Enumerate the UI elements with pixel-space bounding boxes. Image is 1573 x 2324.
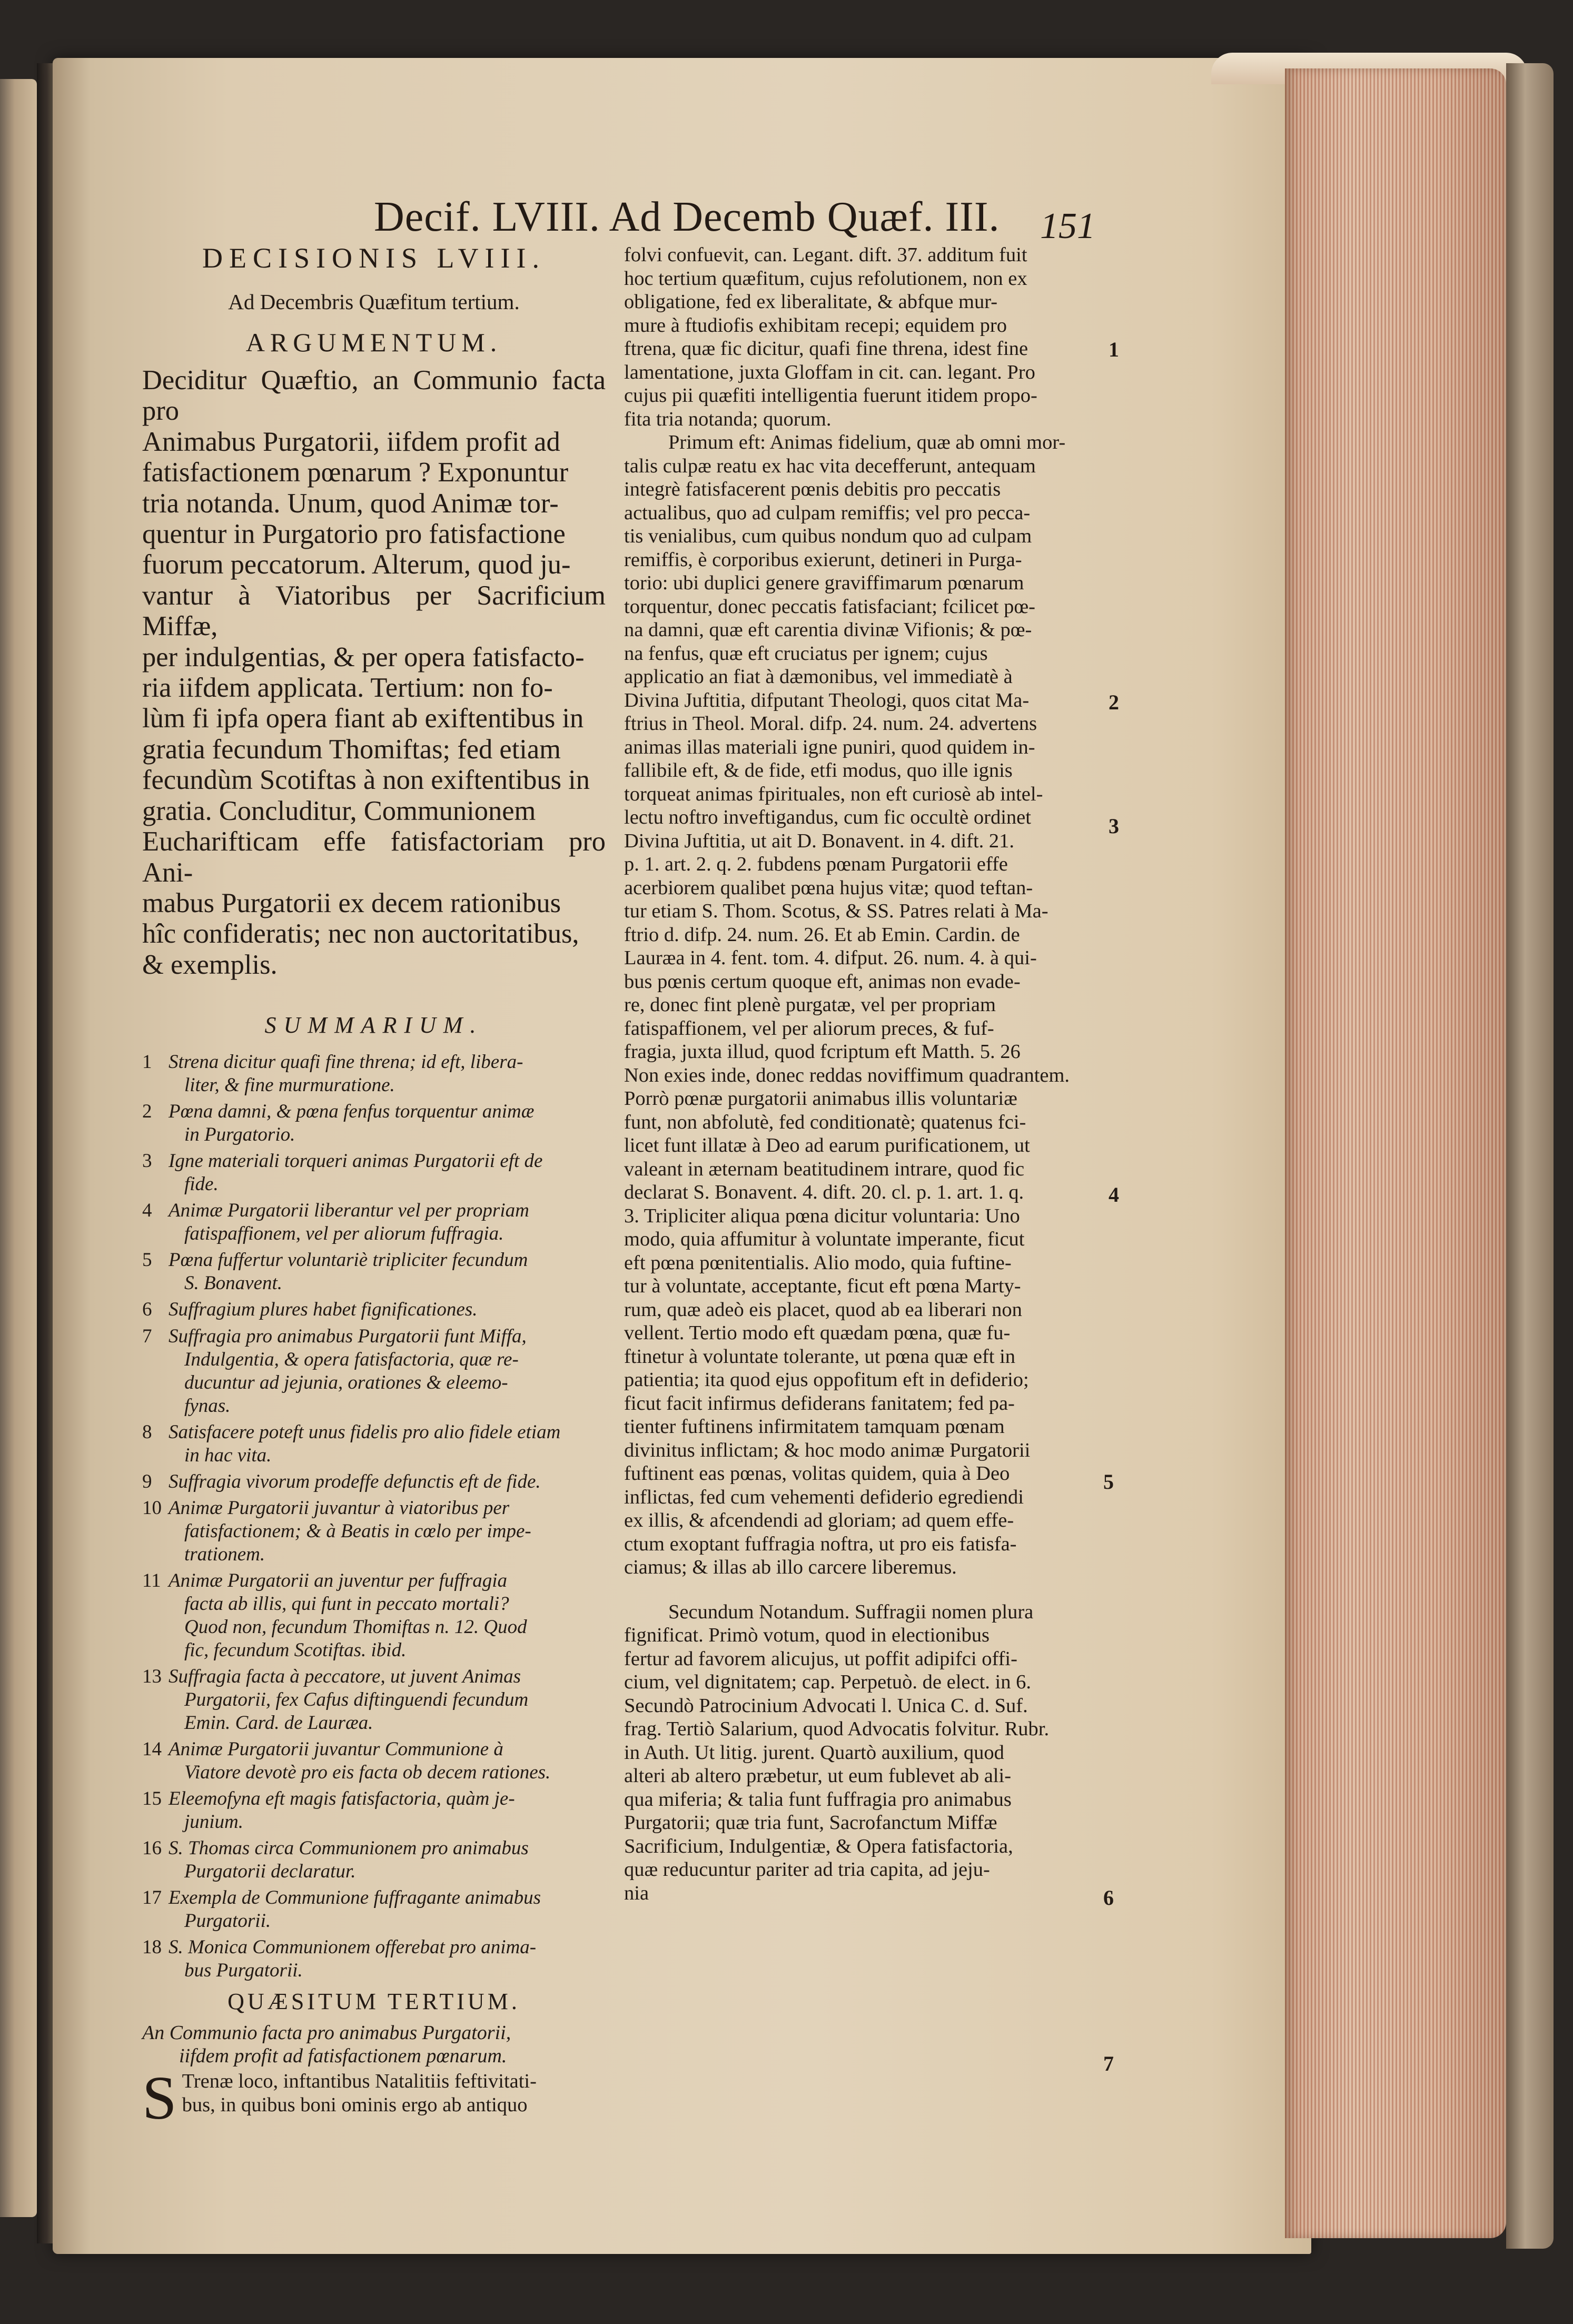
- summary-item-number: 6: [142, 1299, 152, 1321]
- right-column-line: fertur ad favorem alicujus, ut poffit adipifci offi-: [624, 1647, 1017, 1670]
- summary-item-line: Suffragium plures habet fignificationes.: [169, 1299, 478, 1321]
- right-column-line: ftrius in Theol. Moral. difp. 24. num. 24. advertens: [624, 713, 1037, 735]
- summary-item: [142, 1421, 606, 1467]
- summary-item: [142, 1470, 606, 1494]
- summary-item: [142, 1886, 606, 1933]
- right-column-line: lamentatione, juxta Gloffam in cit. can. legant. Pro: [624, 361, 1035, 383]
- summary-item-number: 5: [142, 1249, 152, 1271]
- right-column-line: na damni, quæ eft carentia divinæ Vifionis; & pœ-: [624, 619, 1032, 641]
- summary-item-line: Animæ Purgatorii juvantur Communione à: [169, 1738, 503, 1761]
- summary-item-line: Animæ Purgatorii juvantur à viatoribus per: [169, 1497, 510, 1519]
- paragraph-gap: [624, 1579, 1098, 1600]
- summary-item-line: ducuntur ad jejunia, orationes & eleemo-: [184, 1371, 508, 1393]
- right-column-line: fuftinent eas pœnas, volitas quidem, quia à Deo: [624, 1462, 1010, 1485]
- summary-item-line: Quod non, fecundum Thomiftas n. 12. Quod: [184, 1616, 527, 1638]
- argument-line: hîc confideratis; nec non auctoritatibus,: [142, 918, 579, 950]
- question-statement: [142, 2021, 606, 2068]
- summary-item-line: S. Bonavent.: [184, 1272, 282, 1294]
- argument-text: [142, 365, 606, 980]
- summary-item-line: Satisfacere poteft unus fidelis pro alio fidele etiam: [169, 1421, 561, 1443]
- summary-item-line: Emin. Card. de Lauræa.: [184, 1712, 373, 1734]
- right-column-line: tur etiam S. Thom. Scotus, & SS. Patres relati à Ma-: [624, 900, 1048, 922]
- summary-item: [142, 1569, 606, 1662]
- summary-item-text: [169, 1199, 529, 1245]
- summary-item-number: 2: [142, 1101, 152, 1123]
- summary-item-line: fynas.: [184, 1395, 231, 1417]
- summary-item-line: in hac vita.: [184, 1444, 272, 1466]
- margin-number: 6: [1103, 1886, 1114, 1910]
- argument-line: quentur in Purgatorio pro fatisfactione: [142, 519, 566, 550]
- right-column-line: 3. Tripliciter aliqua pœna dicitur voluntaria: Uno: [624, 1204, 1020, 1227]
- argument-line: per indulgentias, & per opera fatisfacto-: [142, 641, 585, 673]
- right-column-line: fatispaffionem, vel per aliorum preces, & fuf-: [624, 1017, 994, 1040]
- summary-item: [142, 1738, 606, 1784]
- right-column-line: torio: ubi duplici genere graviffimarum pœnarum: [624, 572, 1024, 594]
- summary-item-line: fatisfactionem; & à Beatis in cœlo per impe-: [184, 1520, 531, 1542]
- argument-title: ARGUMENTUM.: [245, 328, 502, 357]
- body-line: Trenæ loco, inftantibus Natalitiis feftivitati-: [182, 2070, 537, 2093]
- summary-item-line: Strena dicitur quafi fine threna; id eft, libera-: [169, 1051, 523, 1073]
- summary-item-text: [169, 1421, 560, 1467]
- margin-number: 2: [1109, 690, 1119, 714]
- right-column-line: applicatio an fiat à dæmonibus, vel immediatè à: [624, 666, 1013, 688]
- right-column-line: remiffis, è corporibus exierunt, detineri in Purga-: [624, 548, 1022, 571]
- right-column-line: actualibus, quo ad culpam remiffis; vel pro pecca-: [624, 501, 1031, 524]
- right-column-line: Secundò Patrocinium Advocati l. Unica C. d. Suf.: [624, 1694, 1028, 1717]
- argument-line: Deciditur Quæftio, an Communio facta pro: [142, 365, 606, 427]
- summary-item-line: liter, & fine murmuratione.: [184, 1074, 395, 1096]
- argument-line: tria notanda. Unum, quod Animæ tor-: [142, 488, 559, 519]
- summary-item: [142, 1497, 606, 1566]
- right-column-line: bus pœnis certum quoque eft, animas non evade-: [624, 970, 1021, 993]
- right-column-line: obligatione, fed ex liberalitate, & abfque mur-: [624, 291, 998, 313]
- summary-item-number: 7: [142, 1325, 152, 1347]
- right-column-line: fita tria notanda; quorum.: [624, 408, 832, 430]
- summary-item-number: 11: [142, 1570, 161, 1592]
- summary-item-line: Animæ Purgatorii liberantur vel per propriam: [169, 1200, 529, 1222]
- summary-item-text: [169, 1497, 531, 1566]
- summary-item-text: [169, 1325, 527, 1418]
- decision-subheading: Ad Decembris Quæfitum tertium.: [228, 290, 520, 314]
- right-column-line: Purgatorii; quæ tria funt, Sacrofanctum Miffæ: [624, 1812, 997, 1834]
- book-cover-board: [1506, 63, 1554, 2249]
- right-column-line: modo, quia affumitur à voluntate imperante, ficut: [624, 1228, 1025, 1250]
- argument-line: fuorum peccatorum. Alterum, quod ju-: [142, 549, 571, 580]
- right-column-line: hoc tertium quæfitum, cujus refolutionem, non ex: [624, 267, 1027, 290]
- right-column-line: Primum eft: Animas fidelium, quæ ab omni mor-: [668, 431, 1066, 453]
- summary-item: [142, 1787, 606, 1834]
- margin-number: 5: [1103, 1470, 1114, 1494]
- right-column-line: patientia; ita quod ejus oppofitum eft in defiderio;: [624, 1369, 1029, 1391]
- summary-item: [142, 1325, 606, 1418]
- argument-line: & exemplis.: [142, 949, 278, 980]
- summary-item-line: Purgatorii.: [184, 1910, 271, 1932]
- summary-item-number: 16: [142, 1837, 162, 1860]
- summary-item-line: junium.: [184, 1811, 244, 1833]
- right-column-line: Sacrificium, Indulgentiæ, & Opera fatisfactoria,: [624, 1835, 1013, 1857]
- summary-item: [142, 1051, 606, 1097]
- left-body-text: [142, 2063, 606, 2133]
- right-column-line: in Auth. Ut litig. jurent. Quartò auxilium, quod: [624, 1741, 1004, 1764]
- summary-item-number: 8: [142, 1421, 152, 1443]
- right-column-line: fragia, juxta illud, quod fcriptum eft Matth. 5. 26: [624, 1041, 1021, 1063]
- summary-item-line: S. Thomas circa Communionem pro animabus: [169, 1837, 529, 1860]
- decision-title: DECISIONIS LVIII.: [202, 242, 546, 274]
- summary-item-line: Pœna fuffertur voluntariè tripliciter fecundum: [169, 1249, 528, 1271]
- right-column-line: cium, vel dignitatem; cap. Perpetuò. de elect. in 6.: [624, 1671, 1031, 1693]
- right-column-line: funt, non abfolutè, fed conditionatè; quatenus fci-: [624, 1111, 1026, 1133]
- right-column-line: cujus pii quæfiti intelligentia fuerunt itidem propo-: [624, 384, 1037, 407]
- summary-item-line: Purgatorii declaratur.: [184, 1861, 356, 1883]
- question-line: An Communio facta pro animabus Purgatorii,: [142, 2022, 511, 2044]
- right-column-line: alteri ab altero præbetur, ut eum fublevet ab ali-: [624, 1765, 1012, 1787]
- margin-number: 7: [1103, 2052, 1114, 2075]
- summary-item-text: [169, 1470, 541, 1494]
- right-column-line: ex illis, & afcendendi ad gloriam; ad quem effe-: [624, 1509, 1014, 1531]
- page-fore-edge: [1285, 68, 1506, 2238]
- right-column-line: talis culpæ reatu ex hac vita decefferunt, antequam: [624, 454, 1036, 477]
- question-title: QUÆSITUM TERTIUM.: [227, 1989, 520, 2015]
- right-column-line: tis venialibus, cum quibus nondum quo ad culpam: [624, 525, 1032, 547]
- summary-item-number: 10: [142, 1497, 162, 1519]
- margin-number: 3: [1109, 814, 1119, 838]
- right-column-line: eft pœna pœnitentialis. Alio modo, quia fuftine-: [624, 1251, 1012, 1274]
- right-column-line: ftrio d. difp. 24. num. 26. Et ab Emin. Cardin. de: [624, 923, 1020, 946]
- right-column-line: ciamus; & illas ab illo carcere liberemus.: [624, 1556, 957, 1578]
- summary-item: [142, 1837, 606, 1883]
- summary-item-line: bus Purgatorii.: [184, 1960, 303, 1982]
- summary-item-number: 18: [142, 1936, 162, 1959]
- argument-line: Animabus Purgatorii, iifdem profit ad: [142, 426, 560, 457]
- summary-item-text: [169, 1569, 527, 1662]
- summary-item-line: Suffragia vivorum prodeffe defunctis eft de fide.: [169, 1470, 541, 1492]
- summary-item: [142, 1249, 606, 1295]
- summary-item-line: Pœna damni, & pœna fenfus torquentur animæ: [169, 1101, 535, 1123]
- summary-item-text: [169, 1249, 528, 1295]
- summary-item-line: fic, fecundum Scotiftas. ibid.: [184, 1639, 407, 1662]
- summary-item-line: Suffragia facta à peccatore, ut juvent Animas: [169, 1666, 521, 1688]
- right-column-line: mure à ftudiofis exhibitam recepi; equidem pro: [624, 314, 1007, 337]
- summary-item-line: Suffragia pro animabus Purgatorii funt Miffa,: [169, 1325, 527, 1347]
- summary-item-text: [169, 1665, 528, 1735]
- right-column-line: na fenfus, quæ eft cruciatus per ignem; cujus: [624, 642, 988, 665]
- summary-item: [142, 1936, 606, 1982]
- margin-number: 4: [1109, 1183, 1119, 1206]
- summary-item: [142, 1100, 606, 1146]
- page-number: 151: [1040, 206, 1095, 246]
- right-column-line: ftinetur à voluntate tolerante, ut pœna quæ eft in: [624, 1345, 1016, 1368]
- summary-item-line: in Purgatorio.: [184, 1124, 295, 1146]
- right-column-line: torqueat animas fpirituales, non eft curiosè ab intel-: [624, 783, 1043, 805]
- right-column-line: animas illas materiali igne puniri, quod quidem in-: [624, 736, 1035, 758]
- summary-item-number: 3: [142, 1150, 152, 1172]
- argument-line: lùm fi ipfa opera fiant ab exiftentibus in: [142, 703, 584, 734]
- argument-line: gratia. Concluditur, Communionem: [142, 795, 536, 826]
- right-column-line: Porrò pœnæ purgatorii animabus illis voluntariæ: [624, 1087, 1017, 1110]
- right-column-line: Divina Juftitia, ut ait D. Bonavent. in 4. dift. 21.: [624, 829, 1015, 852]
- right-column-line: ctum exoptant fuffragia noftra, ut pro eis fatisfa-: [624, 1532, 1017, 1555]
- summary-item-text: [169, 1298, 478, 1322]
- right-column-line: Secundum Notandum. Suffragii nomen plura: [668, 1600, 1034, 1623]
- summary-item-number: 14: [142, 1738, 162, 1761]
- question-line: iifdem profit ad fatisfactionem pœnarum.: [179, 2045, 507, 2068]
- summary-item-text: [169, 1738, 550, 1784]
- right-column-line: tur à voluntate, acceptante, ficut eft pœna Marty-: [624, 1275, 1021, 1297]
- right-column-line: licet funt illatæ à Deo ad earum purificationem, ut: [624, 1134, 1030, 1156]
- right-column-line: fignificat. Primò votum, quod in electionibus: [624, 1624, 990, 1646]
- summary-item-text: [169, 1936, 536, 1982]
- summary-item: [142, 1199, 606, 1245]
- right-column-line: tienter fuftinens infirmitatem tamquam pœnam: [624, 1416, 1005, 1438]
- summary-item-text: [169, 1100, 534, 1146]
- summary-item-number: 1: [142, 1051, 152, 1073]
- summary-item-number: 4: [142, 1200, 152, 1222]
- left-column: [142, 240, 606, 2133]
- summary-item-text: [169, 1787, 515, 1834]
- drop-cap: S: [142, 2063, 177, 2133]
- argument-line: fecundùm Scotiftas à non exiftentibus in: [142, 765, 590, 796]
- right-column-line: p. 1. art. 2. q. 2. fubdens pœnam Purgatorii effe: [624, 853, 1008, 875]
- right-column-line: nia: [624, 1882, 649, 1904]
- right-column-line: folvi confuevit, can. Legant. dift. 37. additum fuit: [624, 244, 1027, 266]
- argument-line: gratia fecundum Thomiftas; fed etiam: [142, 734, 561, 765]
- right-column-line: qua miferia; & talia funt fuffragia pro animabus: [624, 1788, 1012, 1811]
- summary-item-line: Eleemofyna eft magis fatisfactoria, quàm je-: [169, 1788, 515, 1810]
- argument-line: ria iifdem applicata. Tertium: non fo-: [142, 673, 553, 704]
- right-column-line: Lauræa in 4. fent. tom. 4. difput. 26. num. 4. à qui-: [624, 947, 1037, 969]
- argument-line: vantur à Viatoribus per Sacrificium Miffæ,: [142, 580, 606, 642]
- right-column-line: integrè fatisfacerent pœnis debitis pro peccatis: [624, 478, 1001, 500]
- argument-line: mabus Purgatorii ex decem rationibus: [142, 887, 561, 918]
- summary-item-text: [169, 1051, 523, 1097]
- right-column-line: re, donec fint plenè purgatæ, vel per propriam: [624, 994, 996, 1016]
- summary-item-number: 13: [142, 1666, 162, 1688]
- argument-line: Eucharifticam effe fatisfactoriam pro Ani-: [142, 826, 606, 888]
- right-column-line: torquentur, donec peccatis fatisfaciant; fcilicet pœ-: [624, 595, 1035, 618]
- right-column: [624, 243, 1098, 1905]
- margin-number: 1: [1109, 338, 1119, 361]
- summary-item-line: Igne materiali torqueri animas Purgatorii eft de: [169, 1150, 543, 1172]
- summary-item-text: [169, 1837, 529, 1883]
- summary-item-line: Purgatorii, fex Cafus diftinguendi fecundum: [184, 1689, 529, 1711]
- right-column-line: lectu noftro inveftigandus, cum fic occultè ordinet: [624, 806, 1031, 828]
- summary-item-line: Exempla de Communione fuffragante animabus: [169, 1887, 541, 1909]
- summary-item-line: fide.: [184, 1173, 219, 1195]
- right-column-line: Divina Juftitia, difputant Theologi, quos citat Ma-: [624, 689, 1030, 711]
- right-column-line: inflictas, fed cum vehementi defiderio egrediendi: [624, 1486, 1024, 1508]
- summary-item-line: facta ab illis, qui funt in peccato mortali?: [184, 1593, 509, 1615]
- summary-item-number: 17: [142, 1887, 162, 1909]
- right-column-line: frag. Tertiò Salarium, quod Advocatis folvitur. Rubr.: [624, 1718, 1050, 1740]
- right-column-line: declarat S. Bonavent. 4. dift. 20. cl. p. 1. art. 1. q.: [624, 1181, 1024, 1203]
- body-line: bus, in quibus boni ominis ergo ab antiquo: [182, 2093, 528, 2116]
- summary-item-number: 9: [142, 1470, 152, 1492]
- summary-item-line: fatispaffionem, vel per aliorum fuffragia.: [184, 1223, 504, 1245]
- right-column-line: Non exies inde, donec reddas noviffimum quadrantem.: [624, 1064, 1070, 1086]
- summary-item-line: S. Monica Communionem offerebat pro anima-: [169, 1936, 537, 1959]
- summary-list: [142, 1051, 606, 1982]
- summary-item-line: Viatore devotè pro eis facta ob decem rationes.: [184, 1762, 551, 1784]
- summary-item-line: trationem.: [184, 1544, 265, 1566]
- argument-line: fatisfactionem pœnarum ? Exponuntur: [142, 457, 569, 488]
- summary-item-line: Indulgentia, & opera fatisfactoria, quæ re-: [184, 1348, 519, 1370]
- left-page-edge: [0, 79, 37, 2217]
- right-column-line: vellent. Tertio modo eft quædam pœna, quæ fu-: [624, 1322, 1011, 1344]
- right-column-line: valeant in æternam beatitudinem intrare, quod fic: [624, 1158, 1025, 1180]
- summary-item-line: Animæ Purgatorii an juventur per fuffragia: [169, 1570, 508, 1592]
- summary-title: SUMMARIUM.: [264, 1012, 483, 1039]
- summary-item: [142, 1150, 606, 1196]
- right-column-line: ficut facit infirmus defiderans fanitatem; fed pa-: [624, 1392, 1015, 1415]
- right-column-line: divinitus inflictam; & hoc modo animæ Purgatorii: [624, 1439, 1031, 1461]
- summary-item-number: 15: [142, 1788, 162, 1810]
- summary-item-text: [169, 1886, 541, 1933]
- right-column-line: ftrena, quæ fic dicitur, quafi fine threna, idest fine: [624, 338, 1028, 360]
- summary-item-text: [169, 1150, 542, 1196]
- right-column-line: acerbiorem qualibet pœna hujus vitæ; quod teftan-: [624, 876, 1033, 899]
- right-column-line: rum, quæ adeò eis placet, quod ab ea liberari non: [624, 1298, 1022, 1321]
- summary-item: [142, 1665, 606, 1735]
- right-column-line: fallibile eft, & de fide, etfi modus, quo ille ignis: [624, 759, 1013, 782]
- running-head: Decif. LVIII. Ad Decemb Quæf. III.: [374, 194, 1000, 240]
- summary-item: [142, 1298, 606, 1322]
- right-column-line: quæ reducuntur pariter ad tria capita, ad jeju-: [624, 1858, 990, 1881]
